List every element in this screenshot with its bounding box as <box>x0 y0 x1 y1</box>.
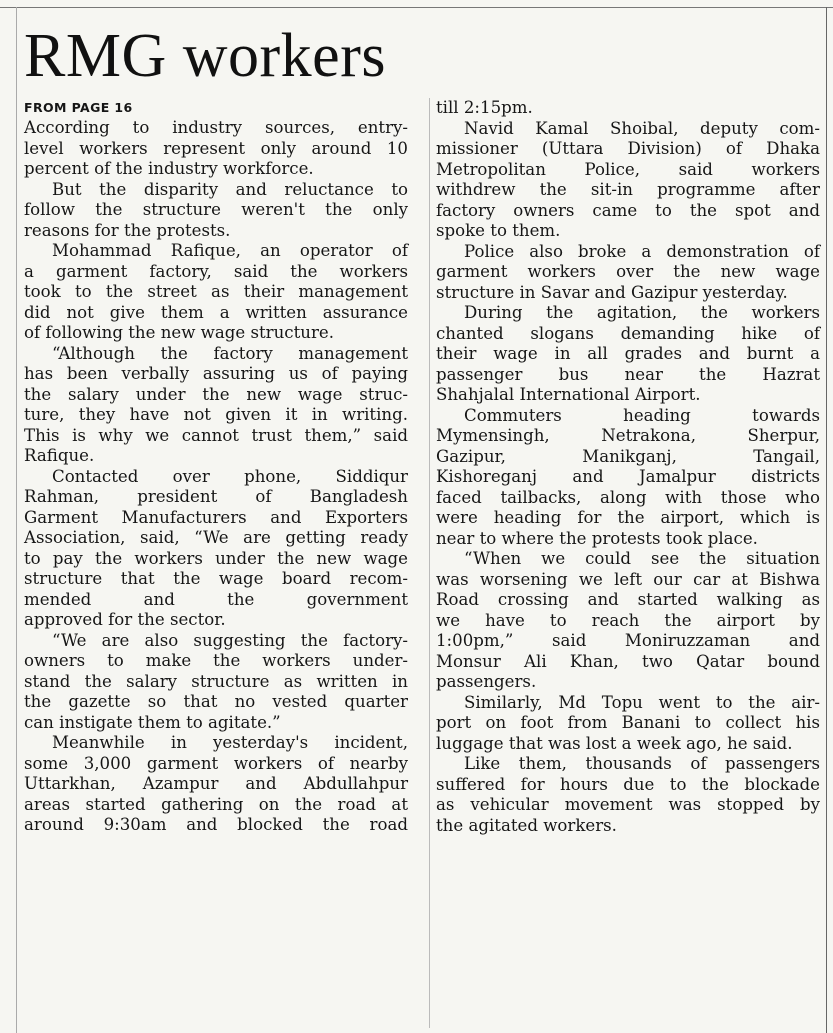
text-line: Mohammad Rafique, an operator of <box>52 241 408 260</box>
text-line: owners to make the workers under- <box>24 651 408 670</box>
left-column-body <box>24 118 408 836</box>
text-line: According to industry sources, entry- <box>24 118 408 137</box>
text-line: the gazette so that no vested quarter <box>24 692 408 711</box>
text-line: structure in Savar and Gazipur yesterday. <box>436 282 788 302</box>
text-line: follow the structure weren't the only <box>24 200 408 219</box>
text-line: a garment factory, said the workers <box>24 261 408 281</box>
text-line: missioner (Uttara Division) of Dhaka <box>436 139 820 158</box>
text-line: “We are also suggesting the factory- <box>52 630 408 650</box>
text-line: Navid Kamal Shoibal, deputy com- <box>464 118 820 138</box>
text-line: their wage in all grades and burnt a <box>436 344 820 363</box>
text-line: Meanwhile in yesterday's incident, <box>52 733 408 752</box>
text-line: Contacted over phone, Siddiqur <box>52 466 408 486</box>
text-line: factory owners came to the spot and <box>436 200 820 220</box>
text-line: Like them, thousands of passengers <box>464 754 820 773</box>
text-line: areas started gathering on the road at <box>24 794 408 814</box>
text-line: level workers represent only around 10 <box>24 138 408 158</box>
text-line: “When we could see the situation <box>464 549 820 568</box>
text-line: Mymensingh, Netrakona, Sherpur, <box>436 426 820 445</box>
text-line: we have to reach the airport by <box>436 610 820 630</box>
text-line: took to the street as their management <box>24 282 408 301</box>
text-line: passengers. <box>436 672 537 691</box>
text-line: Monsur Ali Khan, two Qatar bound <box>436 651 820 671</box>
text-line: near to where the protests took place. <box>436 528 758 548</box>
text-line: Uttarkhan, Azampur and Abdullahpur <box>24 774 408 793</box>
text-line: Police also broke a demonstration of <box>464 241 820 261</box>
text-line: During the agitation, the workers <box>464 303 820 322</box>
text-line: the salary under the new wage struc- <box>24 384 408 404</box>
text-line: Similarly, Md Topu went to the air- <box>464 692 820 712</box>
text-line: reasons for the protests. <box>24 220 231 240</box>
text-line: garment workers over the new wage <box>436 262 820 281</box>
text-line: Gazipur, Manikganj, Tangail, <box>436 446 820 466</box>
text-line: Association, said, “We are getting ready <box>24 528 408 547</box>
text-line: were heading for the airport, which is <box>436 508 820 527</box>
text-line: Road crossing and started walking as <box>436 590 820 609</box>
article-column-left <box>24 98 408 836</box>
text-line: around 9:30am and blocked the road <box>24 815 408 834</box>
text-line: structure that the wage board recom- <box>24 569 408 588</box>
text-line: Rafique. <box>24 446 95 465</box>
text-line: till 2:15pm. <box>436 98 533 117</box>
text-line: Kishoreganj and Jamalpur districts <box>436 467 820 486</box>
text-line: chanted slogans demanding hike of <box>436 323 820 343</box>
text-line: some 3,000 garment workers of nearby <box>24 753 408 773</box>
text-line: to pay the workers under the new wage <box>24 548 408 568</box>
text-line: approved for the sector. <box>24 610 226 629</box>
text-line: has been verbally assuring us of paying <box>24 364 408 383</box>
right-column-body <box>436 98 820 836</box>
text-line: This is why we cannot trust them,” said <box>24 425 408 445</box>
jump-line-label: FROM PAGE 16 <box>24 100 133 115</box>
article-column-right <box>436 98 820 836</box>
text-line: Metropolitan Police, said workers <box>436 159 820 179</box>
text-line: the agitated workers. <box>436 815 617 835</box>
text-line: But the disparity and reluctance to <box>52 179 408 199</box>
article-headline: RMG workers <box>24 22 386 90</box>
top-rule <box>0 7 833 8</box>
text-line: Garment Manufacturers and Exporters <box>24 507 408 527</box>
text-line: percent of the industry workforce. <box>24 159 314 178</box>
text-line: port on foot from Banani to collect his <box>436 713 820 732</box>
text-line: ture, they have not given it in writing. <box>24 405 408 424</box>
text-line: can instigate them to agitate.” <box>24 712 281 732</box>
text-line: “Although the factory management <box>52 343 408 363</box>
text-line: did not give them a written assurance <box>24 302 408 322</box>
text-line: was worsening we left our car at Bishwa <box>436 569 820 589</box>
text-line: spoke to them. <box>436 221 561 240</box>
text-line: faced tailbacks, along with those who <box>436 487 820 507</box>
text-line: of following the new wage structure. <box>24 323 334 342</box>
text-line: Commuters heading towards <box>464 405 820 425</box>
text-line: passenger bus near the Hazrat <box>436 364 820 384</box>
right-column-rule <box>826 7 827 1033</box>
text-line: Rahman, president of Bangladesh <box>24 487 408 506</box>
text-line: 1:00pm,” said Moniruzzaman and <box>436 631 820 650</box>
text-line: Shahjalal International Airport. <box>436 385 701 404</box>
text-line: luggage that was lost a week ago, he said. <box>436 733 793 753</box>
text-line: stand the salary structure as written in <box>24 671 408 691</box>
column-divider <box>429 98 430 1028</box>
left-column-rule <box>16 7 17 1033</box>
text-line: mended and the government <box>24 589 408 609</box>
text-line: withdrew the sit-in programme after <box>436 180 820 199</box>
text-line: suffered for hours due to the blockade <box>436 774 820 794</box>
text-line: as vehicular movement was stopped by <box>436 795 820 814</box>
